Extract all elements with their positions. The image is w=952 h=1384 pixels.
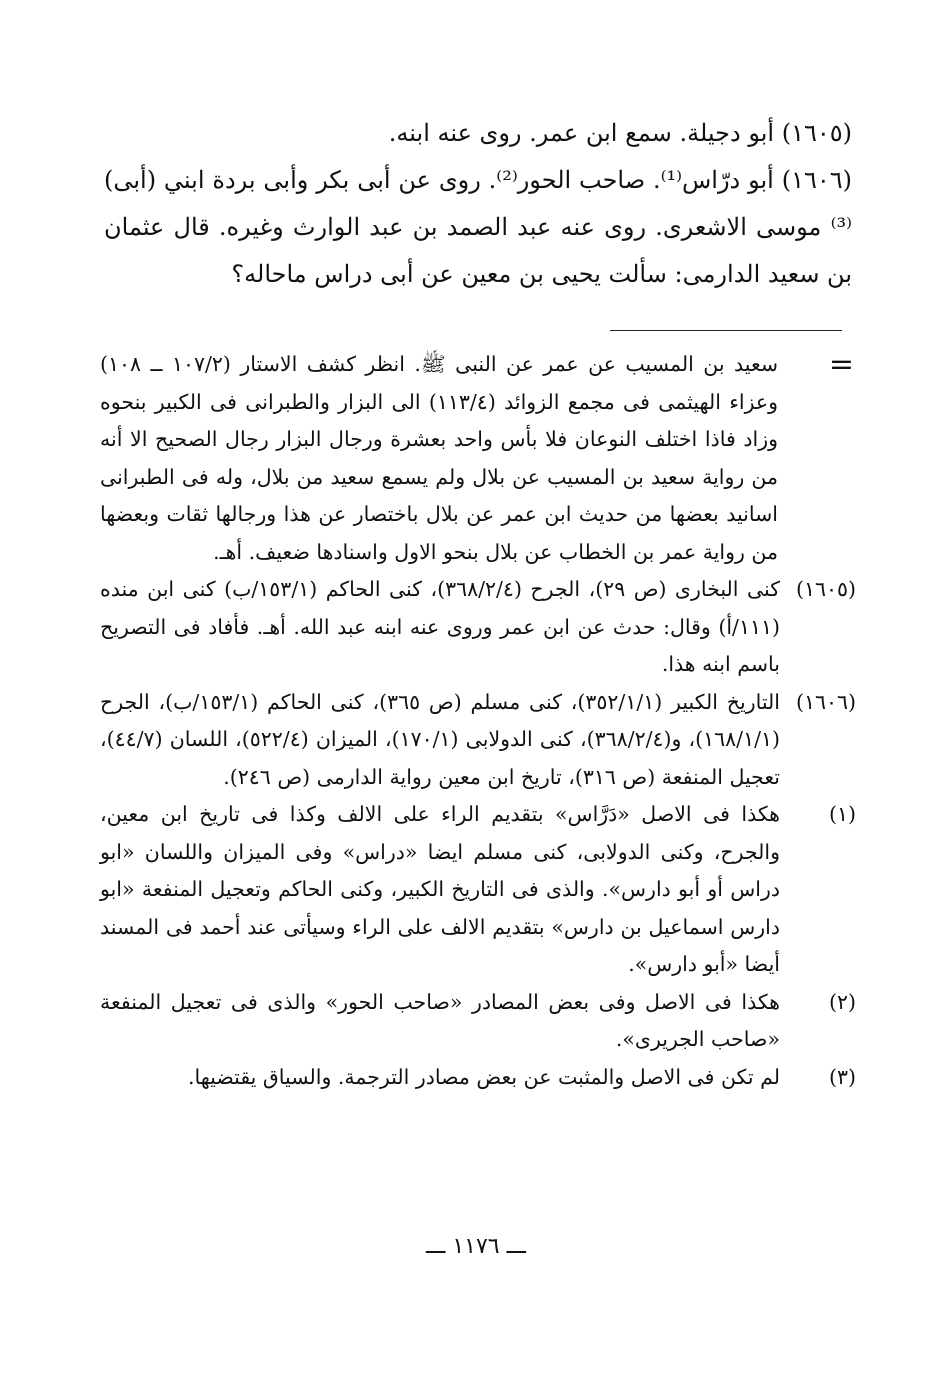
footnote-2: [100, 984, 856, 1059]
footnote-mark: (١): [828, 802, 856, 826]
footnote-mark: (١٦٠٦): [795, 689, 856, 714]
footnote-mark: (٣): [828, 1064, 856, 1089]
footnote-1605: [100, 571, 856, 684]
footnote-text: التاريخ الكبير (٣٥٢/١/١)، كنى مسلم (ص ٣٦٥)، كنى الحاكم (١٥٣/١/ب)، الجرح (١٦٨/١/١)، و(٣٦٨/٢/٤)، كنى الدولابى (١٧٠/١)، الميزان (٥٢٢/٤)، اللسان (٤٤/٧)، تعجيل المنفعة (ص ٣١٦)، تاريخ ابن معين رواية الدارمى (ص ٢٤٦).: [100, 689, 781, 789]
footnote-separator: [610, 330, 842, 331]
footnote-text: لم تكن فى الاصل والمثبت عن بعض مصادر الترجمة. والسياق يقتضيها.: [187, 1064, 780, 1089]
footnote-1606: [100, 684, 856, 797]
footnote-text: هكذا فى الاصل «دَرَّاس» بتقديم الراء على الالف وكذا فى تاريخ ابن معين، والجرح، وكنى الدولابى، كنى مسلم ايضا «دراس» وفى الميزان واللسان «ابو دراس أو أبو دارس». والذى فى التاريخ الكبير، وكنى الحاكم وتعجيل المنفعة «ابو دارس اسماعيل بن دارس» بتقديم الالف على الراء وسيأتى عند أحمد فى المسند أيضا «أبو دارس».: [100, 802, 780, 976]
footnote-text: كنى البخارى (ص ٢٩)، الجرح (٣٦٨/٢/٤)، كنى الحاكم (١٥٣/١/ب) كنى ابن منده (١١١/أ) وقال: حدث عن ابن عمر وروى عنه ابنه عبد الله. أهـ. فأفاد فى التصريح باسم ابنه هذا.: [100, 577, 780, 676]
footnotes: [100, 346, 856, 1096]
footnote-3: [100, 1059, 856, 1097]
main-text: [104, 110, 852, 298]
page-number: ـــ ١١٧٦ ـــ: [426, 1234, 526, 1259]
entry-1606: (١٦٠٦) أبو درّاس⁽¹⁾. صاحب الحور⁽²⁾. روى عن أبى بكر وأبى بردة ابني (أبى)⁽³⁾ موسى الاشعرى. روى عنه عبد الصمد بن عبد الوارث وغيره. قال عثمان بن سعيد الدارمى: سألت يحيى بن معين عن أبى دراس ماحاله؟: [104, 166, 852, 288]
footnote-continuation: [100, 346, 856, 571]
footnote-mark: (١٦٠٥): [795, 577, 856, 601]
entry-1605: (١٦٠٥) أبو دجيلة. سمع ابن عمر. روى عنه ابنه.: [388, 119, 852, 147]
footnote-text: هكذا فى الاصل وفى بعض المصادر «صاحب الحور» والذى فى تعجيل المنفعة «صاحب الجريرى».: [100, 989, 780, 1051]
footnote-text: سعيد بن المسيب عن عمر عن النبى ﷺ. انظر كشف الاستار (١٠٧/٢ ــ ١٠٨) وعزاء الهيثمى فى مجمع الزوائد (١١٣/٤) الى البزار والطبرانى فى الكبير بنحوه وزاد فاذا اختلف النوعان فلا بأس واحد بعشرة ورجال البزار رجال الصحيح الا أنه من رواية سعيد بن المسيب عن بلال ولم يسمع سعيد من بلال، وله فى الطبرانى اسانيد بعضها من حديث ابن عمر عن بلال باختصار عن هذا ورجالها ثقات وبعضها من رواية عمر بن الخطاب عن بلال بنحو الاول واسنادها ضعيف. أهـ.: [100, 352, 779, 564]
footnote-1: [100, 796, 856, 984]
continuation-mark: =: [828, 347, 854, 382]
footnote-mark: (٢): [828, 989, 856, 1014]
